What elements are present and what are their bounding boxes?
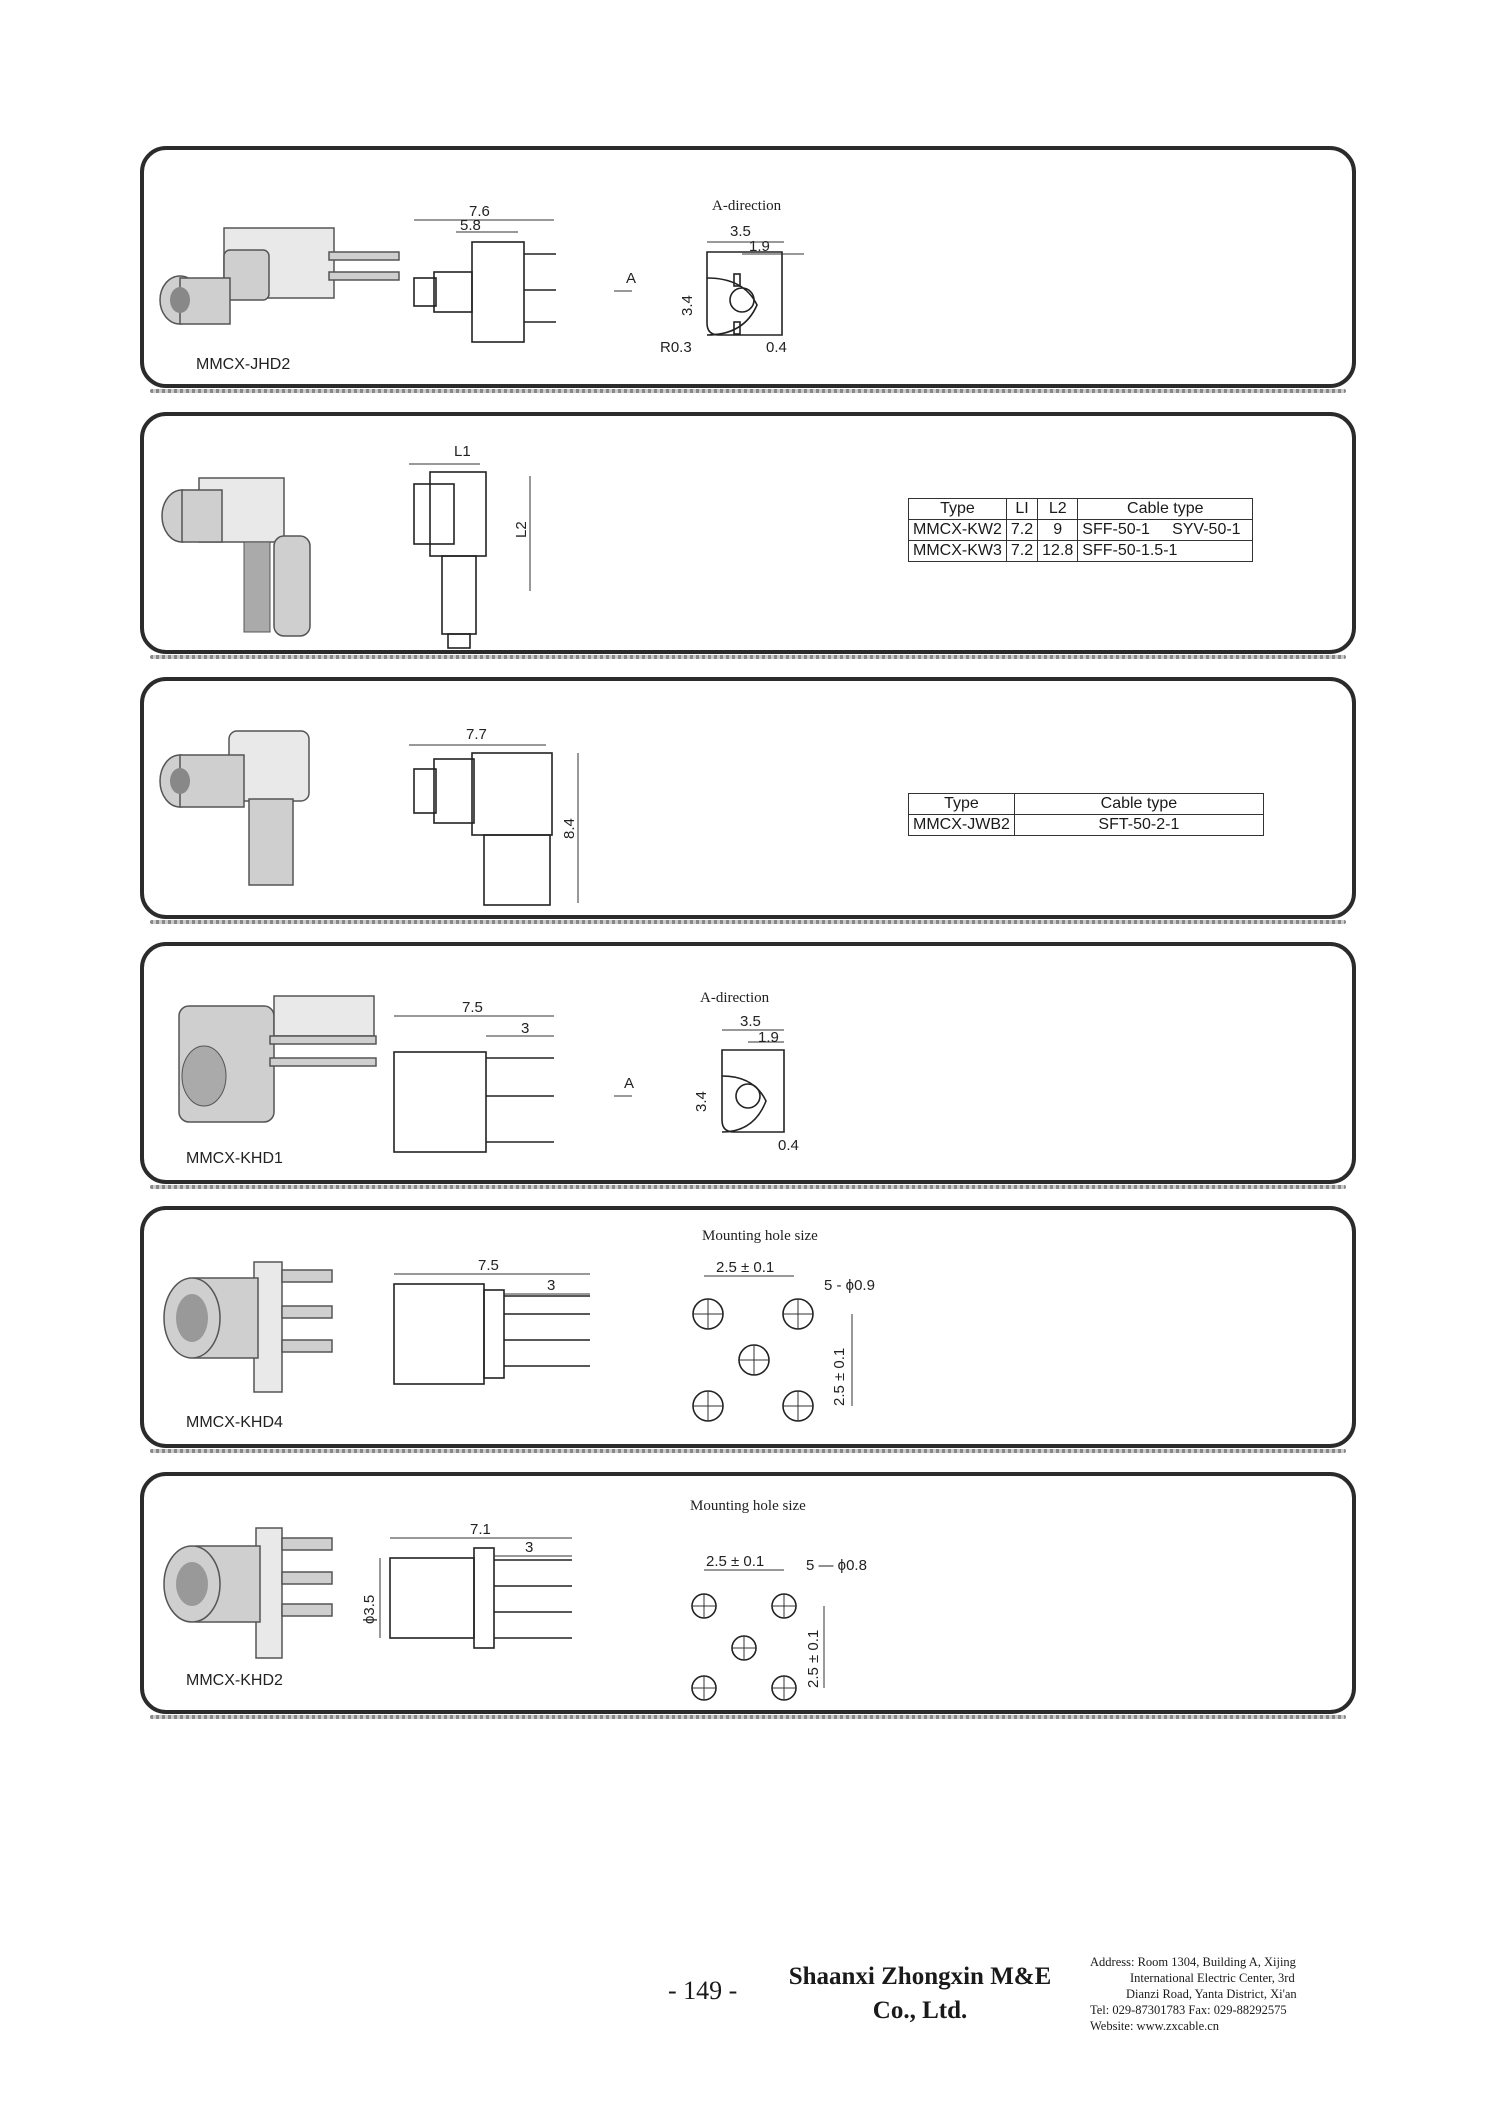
table-header-row	[909, 499, 1253, 520]
website-line: Website: www.zxcable.cn	[1090, 2019, 1220, 2033]
jhd2-a-direction-view	[660, 198, 804, 356]
table-row	[909, 815, 1264, 836]
jhd2-dim-v3: 3.4	[679, 295, 696, 316]
khd1-drawing	[144, 946, 1360, 1188]
page-number: - 149 -	[668, 1976, 738, 2005]
table-cell: SFT-50-2-1	[1014, 815, 1263, 836]
khd1-dim-v3: 3.4	[693, 1091, 710, 1112]
table-header-row	[909, 794, 1264, 815]
table-row	[909, 520, 1253, 541]
khd2-dim-holes: 5 — ϕ0.8	[806, 1557, 867, 1574]
company-name	[770, 1960, 1070, 2028]
khd2-dim-dia: ϕ3.5	[361, 1594, 378, 1624]
khd1-side-view	[394, 999, 634, 1152]
table-cell: MMCX-JWB2	[909, 815, 1015, 836]
jhd2-product-photo	[160, 228, 399, 324]
khd1-product-photo	[179, 996, 376, 1122]
khd1-model-label: MMCX-KHD1	[186, 1150, 283, 1167]
jwb2-dim-h: 8.4	[561, 818, 578, 839]
jwb2-dim-d1: 7.7	[466, 726, 487, 743]
jhd2-dim-d1: 7.6	[469, 203, 490, 220]
khd4-dim-holes: 5 - ϕ0.9	[824, 1277, 875, 1294]
khd4-model-label: MMCX-KHD4	[186, 1414, 283, 1431]
table-cell: MMCX-KW2	[909, 520, 1007, 541]
khd2-drawing	[144, 1476, 1360, 1718]
table-cell: SFF-50-1.5-1	[1078, 541, 1253, 562]
jhd2-drawing	[144, 150, 1360, 392]
table-cell: SFF-50-1 SYV-50-1	[1078, 520, 1253, 541]
product-panel-khd4	[140, 1206, 1356, 1448]
khd2-dim-p1: 2.5 ± 0.1	[706, 1553, 765, 1570]
table-cell: 7.2	[1006, 541, 1037, 562]
jhd2-model-label: MMCX-JHD2	[196, 356, 291, 373]
jhd2-dim-r: R0.3	[660, 339, 692, 356]
jhd2-side-view	[414, 203, 636, 342]
table-header-cell: Type	[909, 499, 1007, 520]
khd1-dim-a: A	[624, 1075, 635, 1092]
company-name-line1: Shaanxi Zhongxin M&E	[788, 1963, 1052, 1990]
table-header-cell: Cable type	[1014, 794, 1263, 815]
jwb2-spec-table	[908, 793, 1264, 836]
kw-dim-l2: L2	[513, 521, 530, 538]
khd1-dim-v1: 3.5	[740, 1013, 761, 1030]
khd4-dim-p2: 2.5 ± 0.1	[831, 1347, 848, 1406]
product-panel-kw	[140, 412, 1356, 654]
khd2-model-label: MMCX-KHD2	[186, 1672, 283, 1689]
jhd2-dim-v4: 0.4	[766, 339, 787, 356]
khd1-dim-v4: 0.4	[778, 1137, 799, 1154]
address-line: Dianzi Road, Yanta District, Xi'an	[1126, 1987, 1297, 2001]
table-header-cell: L2	[1038, 499, 1078, 520]
company-name-line2: Co., Ltd.	[872, 1997, 968, 2024]
product-panel-jhd2	[140, 146, 1356, 388]
khd1-dim-d2: 3	[521, 1020, 530, 1037]
khd4-view-label: Mounting hole size	[702, 1228, 818, 1244]
khd4-dim-d1: 7.5	[478, 1257, 499, 1274]
jhd2-dim-v1: 3.5	[730, 223, 751, 240]
table-cell: 12.8	[1038, 541, 1078, 562]
khd4-dim-p1: 2.5 ± 0.1	[716, 1259, 775, 1276]
khd1-dim-v2: 1.9	[758, 1029, 779, 1046]
table-row	[909, 541, 1253, 562]
address-line: International Electric Center, 3rd	[1130, 1971, 1295, 1985]
khd2-view-label: Mounting hole size	[690, 1498, 806, 1514]
product-panel-khd2	[140, 1472, 1356, 1714]
jhd2-dim-d2: 5.8	[460, 217, 481, 234]
khd1-view-label: A-direction	[700, 990, 770, 1006]
khd4-mounting-holes	[693, 1228, 875, 1421]
address-line: Address: Room 1304, Building A, Xijing	[1090, 1955, 1296, 1969]
khd4-drawing	[144, 1210, 1360, 1452]
contact-line: Tel: 029-87301783 Fax: 029-88292575	[1090, 2003, 1287, 2017]
khd4-side-view	[394, 1257, 590, 1384]
jwb2-product-photo	[160, 731, 309, 885]
khd2-dim-d1: 7.1	[470, 1521, 491, 1538]
table-cell: 7.2	[1006, 520, 1037, 541]
kw-spec-table	[908, 498, 1253, 562]
company-address	[1090, 1954, 1350, 2034]
jwb2-side-view	[409, 726, 578, 905]
product-panel-jwb2	[140, 677, 1356, 919]
khd1-dim-d1: 7.5	[462, 999, 483, 1016]
kw-product-photo	[162, 478, 310, 636]
table-header-cell: Cable type	[1078, 499, 1253, 520]
table-header-cell: LI	[1006, 499, 1037, 520]
khd1-a-direction-view	[693, 990, 799, 1154]
jhd2-dim-a: A	[626, 270, 637, 287]
jhd2-view-label: A-direction	[712, 198, 782, 214]
kw-side-view	[409, 443, 530, 648]
table-cell: MMCX-KW3	[909, 541, 1007, 562]
table-cell: 9	[1038, 520, 1078, 541]
khd2-product-photo	[164, 1528, 332, 1658]
jhd2-dim-v2: 1.9	[749, 238, 770, 255]
table-header-cell: Type	[909, 794, 1015, 815]
khd4-dim-d2: 3	[547, 1277, 556, 1294]
khd2-dim-d2: 3	[525, 1539, 534, 1556]
khd2-side-view	[361, 1521, 572, 1648]
product-panel-khd1	[140, 942, 1356, 1184]
kw-dim-l1: L1	[454, 443, 471, 460]
khd2-dim-p2: 2.5 ± 0.1	[805, 1629, 822, 1688]
khd4-product-photo	[164, 1262, 332, 1392]
khd2-mounting-holes	[690, 1498, 867, 1700]
